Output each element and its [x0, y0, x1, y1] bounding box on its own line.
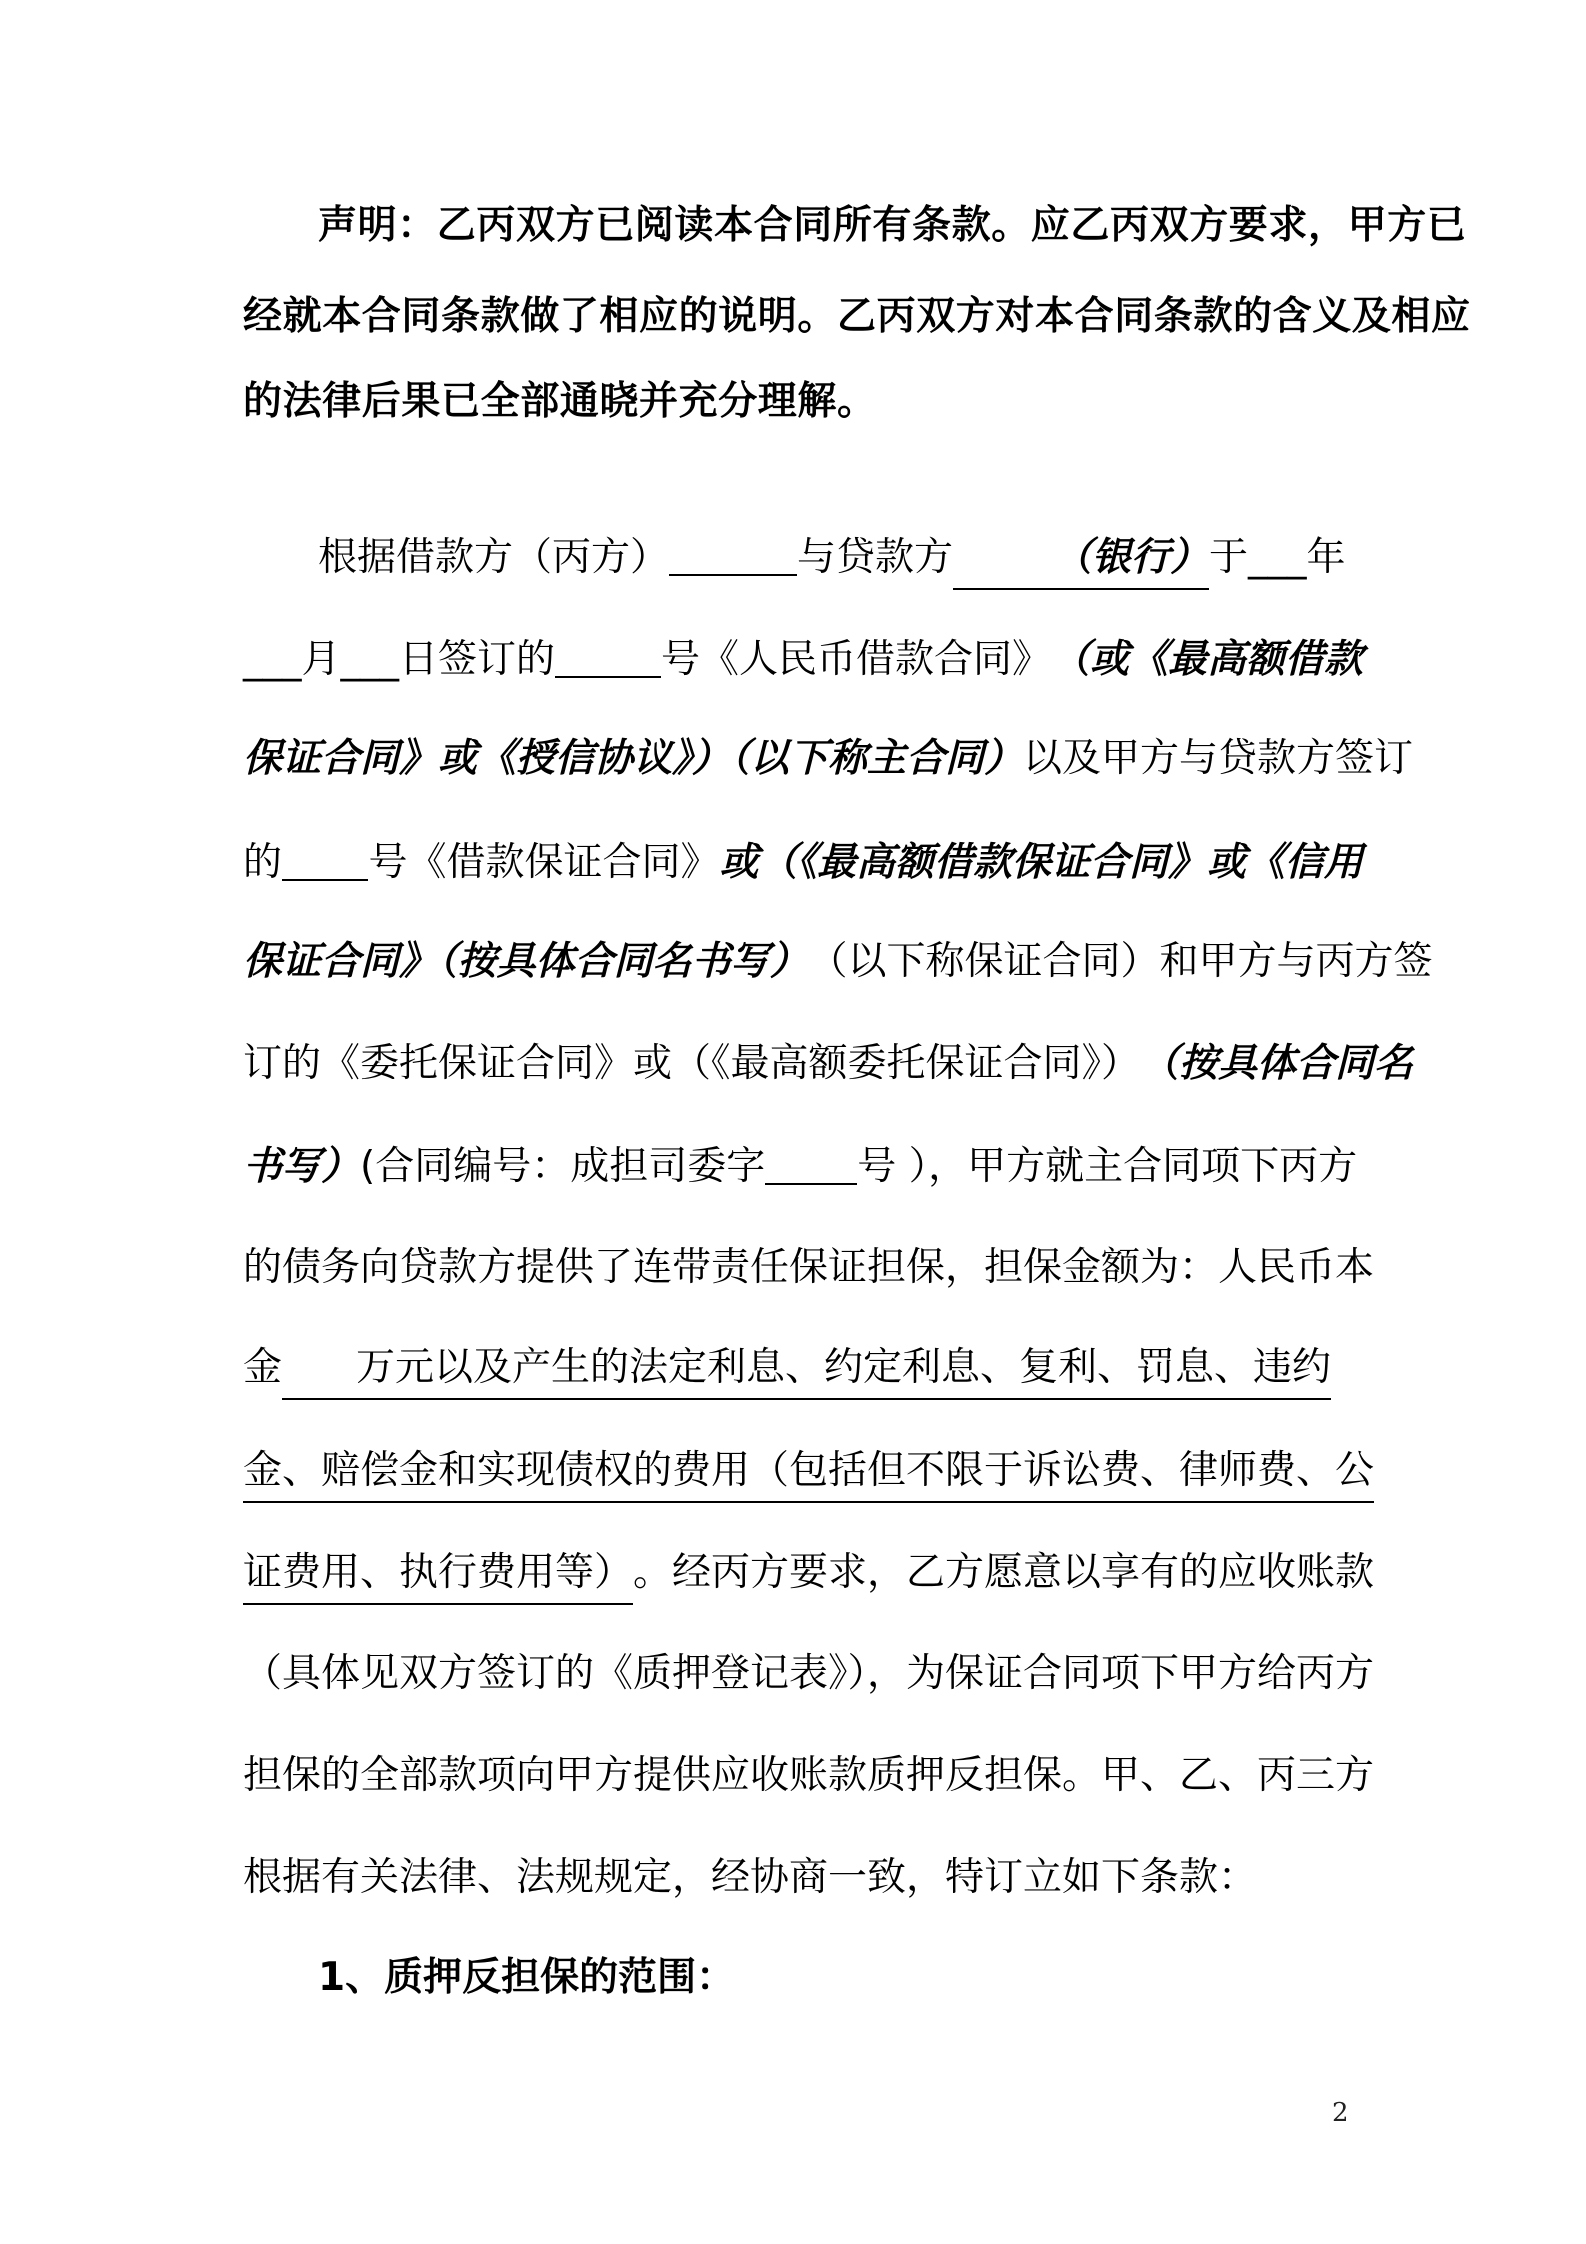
body-line-8	[243, 1240, 1375, 1296]
body-text: ___月___日签订的	[243, 637, 556, 682]
page-number: 2	[1332, 2098, 1349, 2128]
bank-label: （银行）	[1053, 535, 1210, 580]
body-text: 的债务向贷款方提供了连带责任保证担保，担保金额为：人民币本	[243, 1245, 1375, 1290]
body-line-12	[243, 1646, 1375, 1702]
body-text: 号《借款保证合同》	[368, 840, 720, 885]
body-line-7	[243, 1137, 1363, 1193]
blank-field	[765, 1143, 857, 1185]
body-text: （具体见双方签订的《质押登记表》），为保证合同项下甲方给丙方	[243, 1651, 1375, 1696]
body-text-emphasis: （或《最高额借款	[1050, 637, 1363, 682]
section-heading-text: 1、质押反担保的范围：	[318, 1955, 736, 2000]
body-text-emphasis: 或（《最高额借款保证合同》或《信用	[719, 840, 1363, 885]
body-text: 订的《委托保证合同》或（《最高额委托保证合同》）	[243, 1041, 1141, 1086]
body-line-13	[243, 1748, 1375, 1804]
body-text: 与贷款方	[797, 535, 954, 580]
body-text: 号《人民币借款合同》	[660, 637, 1051, 682]
section-heading	[318, 1950, 1438, 2006]
underlined-text: 金、赔偿金和实现债权的费用（包括但不限于诉讼费、律师费、公	[243, 1448, 1375, 1493]
body-text: 号 ），甲方就主合同项下丙方	[857, 1144, 1358, 1189]
body-text: 根据有关法律、法规规定，经协商一致，特订立如下条款：	[243, 1855, 1258, 1900]
body-text: 于___年	[1209, 535, 1346, 580]
body-text: （以下称保证合同）和甲方与丙方签	[808, 939, 1433, 984]
blank-field	[669, 534, 797, 576]
underlined-text: 万元以及产生的法定利息、约定利息、复利、罚息、违约	[356, 1345, 1332, 1390]
declaration-text-1: 声明：乙丙双方已阅读本合同所有条款。应乙丙双方要求，甲方已	[318, 203, 1467, 248]
body-line-1	[318, 528, 1438, 584]
body-line-4	[243, 833, 1363, 889]
blank-field	[555, 636, 661, 678]
body-line-2	[243, 630, 1363, 686]
body-line-10	[243, 1443, 1375, 1499]
declaration-text-3: 的法律后果已全部通晓并充分理解。	[243, 379, 877, 424]
body-line-11	[243, 1545, 1375, 1601]
body-line-14	[243, 1850, 1363, 1906]
body-text-emphasis: （按具体合同名	[1140, 1041, 1414, 1086]
declaration-text-2: 经就本合同条款做了相应的说明。乙丙双方对本合同条款的含义及相应	[243, 294, 1471, 339]
body-text-emphasis: 书写）	[243, 1144, 361, 1189]
body-text-emphasis: 保证合同》或《授信协议》）（以下称主合同）	[243, 736, 1024, 781]
declaration-line-2	[243, 289, 1471, 345]
body-text: 担保的全部款项向甲方提供应收账款质押反担保。甲、乙、丙三方	[243, 1753, 1375, 1798]
body-text: 。经丙方要求，乙方愿意以享有的应收账款	[633, 1550, 1375, 1595]
body-text: 根据借款方（丙方）	[318, 535, 670, 580]
underlined-text: 证费用、执行费用等）	[243, 1550, 634, 1595]
body-text-emphasis: 保证合同》（按具体合同名书写）	[243, 939, 809, 984]
body-text: 的	[243, 840, 283, 885]
body-line-9	[243, 1340, 1363, 1396]
declaration-line-1	[318, 198, 1467, 254]
body-line-3	[243, 731, 1414, 787]
declaration-line-3	[243, 374, 1363, 430]
blank-field	[282, 839, 368, 881]
body-text: 以及甲方与贷款方签订	[1023, 736, 1414, 781]
body-text: 金	[243, 1345, 283, 1390]
body-line-6	[243, 1036, 1414, 1092]
body-text: (合同编号：成担司委字	[360, 1144, 766, 1189]
body-line-5	[243, 934, 1433, 990]
